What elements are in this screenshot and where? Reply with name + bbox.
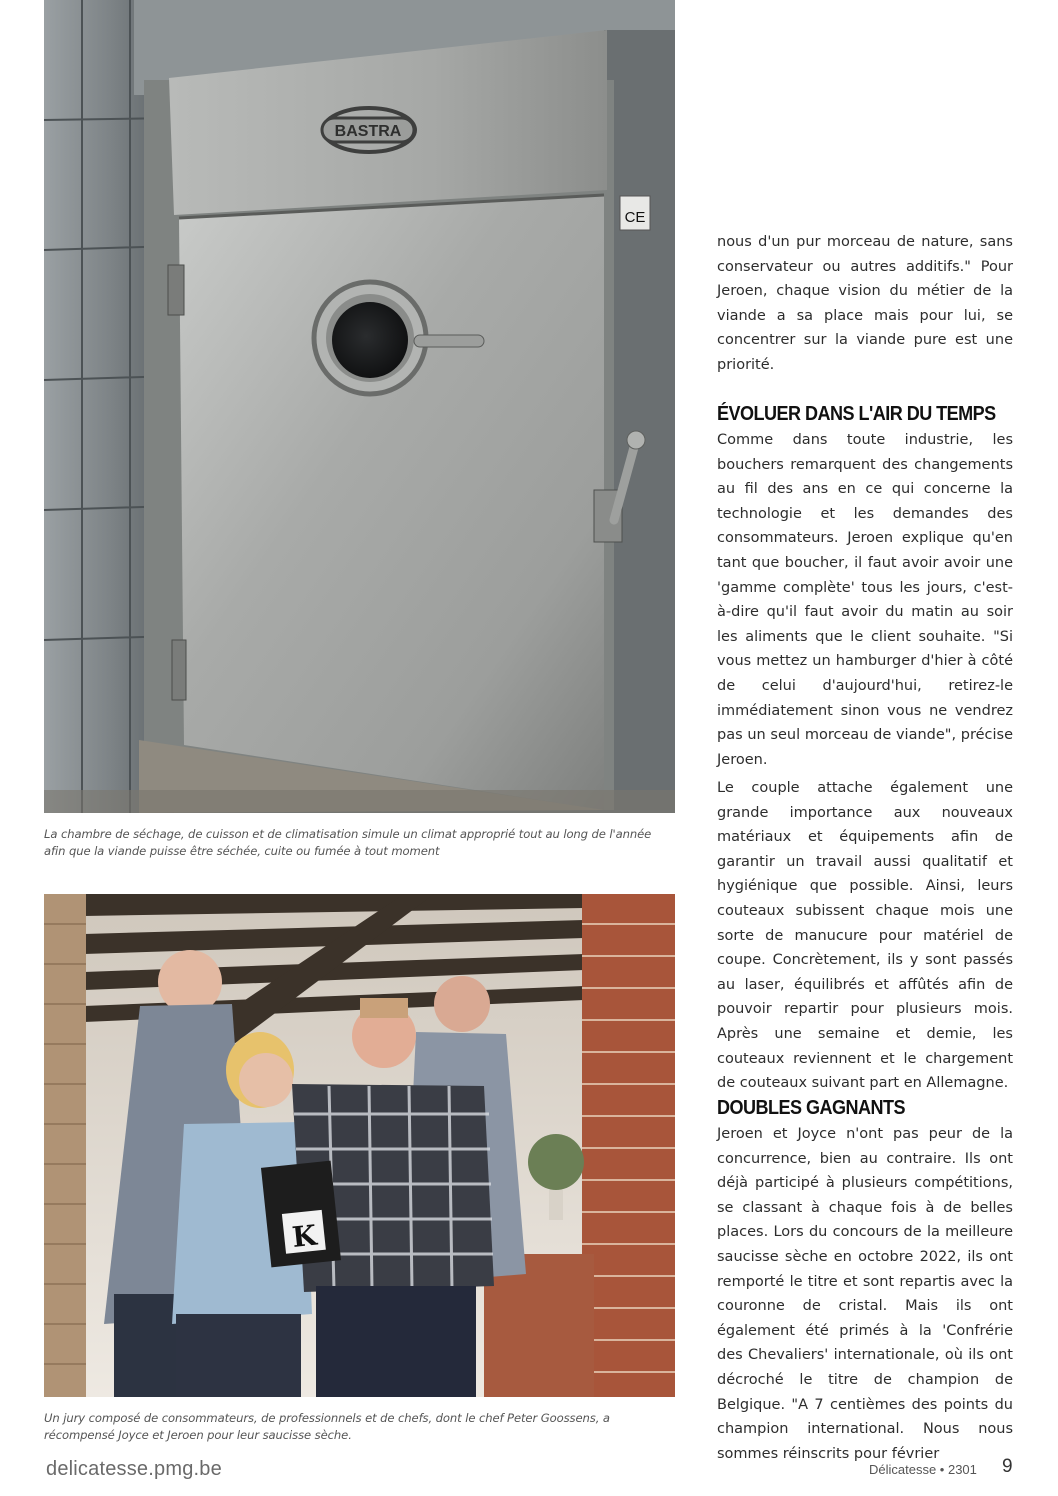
section-1-paragraph-2-text: Le couple attache également une grande importance aux nouveaux matériaux et équipements afin de garantir un travail aussi qualitatif et hygiénique que possible. Ainsi, leurs couteaux subissent chaque mois une sorte de manucure pour matériel de coupe. Concrètement, ils y sont passés au laser, équilibrés et affûtés afin de pouvoir repartir pour plusieurs mois. Après une semaine et demie, les couteaux reviennent et le chargement de couteaux suivant part en Allemagne.: [717, 780, 1013, 1092]
award-group-photo: [44, 894, 675, 1397]
award-group-illustration: [44, 894, 675, 1397]
photo-2-caption: Un jury composé de consommateurs, de professionnels et de chefs, dont le chef Peter Goossens, a récompensé Joyce et Jeroen pour leur saucisse sèche.: [44, 1411, 610, 1442]
section-1-paragraph-2: [717, 776, 1013, 1096]
ce-mark-text: CE: [624, 209, 646, 226]
section-2-paragraph-1-text: Jeroen et Joyce n'ont pas peur de la concurrence, bien au contraire. Ils ont déjà participé à plusieurs compétitions, se classant à chaque fois à de belles places. Lors du concours de la meilleure saucisse sèche en octobre 2022, ils ont remporté le titre et sont repartis avec la couronne de cristal. Mais ils ont également été primés à la 'Confrérie des Chevaliers' internationale, où ils ont décroché le titre de champion de Belgique. "A 7 centièmes des points du champion international. Nous nous sommes réinscrits pour février: [717, 1126, 1013, 1462]
award-sign-letter: K: [290, 1218, 319, 1254]
page-number: 9: [1002, 1456, 1013, 1477]
smoking-chamber-photo: [44, 0, 675, 813]
section-2-paragraph-1: [717, 1122, 1013, 1466]
smoking-chamber-illustration: [44, 0, 675, 813]
footer-website-link[interactable]: delicatesse.pmg.be: [46, 1458, 222, 1480]
intro-paragraph-text: nous d'un pur morceau de nature, sans conservateur ou autres additifs." Pour Jeroen, chaque vision du métier de la viande a sa place mais pour lui, se concentrer sur la viande pure est une priorité.: [717, 234, 1013, 373]
intro-paragraph: [717, 230, 1013, 378]
bastra-logo-text: BASTRA: [334, 123, 402, 140]
section-1-paragraph-1-text: Comme dans toute industrie, les bouchers remarquent des changements au fil des ans en ce qui concerne la technologie et les demandes des consommateurs. Jeroen explique qu'en tant que boucher, il faut avoir avoir une 'gamme complète' tous les jours, c'est-à-dire qu'il faut avoir du matin au soir les aliments que le client souhaite. "Si vous mettez un hamburger d'hier à côté de celui d'aujourd'hui, retirez-le immédiatement sinon vous ne vendrez pas un seul morceau de viande", précise Jeroen.: [717, 432, 1013, 768]
section-1-paragraph-1: [717, 428, 1013, 772]
section-heading-double-winners: DOUBLES GAGNANTS: [717, 1096, 906, 1119]
section-heading-evolution: ÉVOLUER DANS L'AIR DU TEMPS: [717, 402, 996, 425]
footer-issue-label: Délicatesse • 2301: [869, 1462, 977, 1477]
photo-1-caption: La chambre de séchage, de cuisson et de climatisation simule un climat approprié tout au long de l'année afin que la viande puisse être séchée, cuite ou fumée à tout moment: [44, 827, 652, 858]
